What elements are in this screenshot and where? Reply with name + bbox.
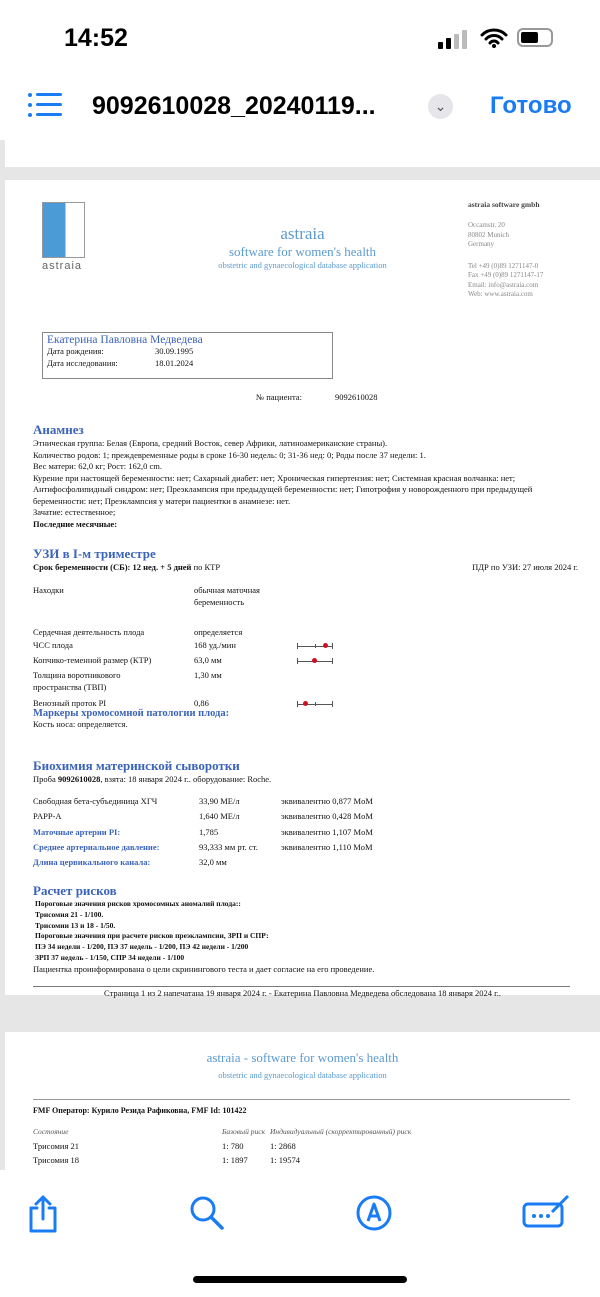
page2-title: astraia - software for women's health — [206, 1050, 399, 1065]
edd: ПДР по УЗИ: 27 июля 2024 г. — [472, 562, 578, 572]
row-value: 1,30 мм — [194, 670, 222, 680]
address: Occamstr. 20 80802 Munich Germany — [468, 221, 510, 248]
row-label: Толщина воротникового пространства (ТВП) — [33, 670, 121, 692]
document-viewer[interactable] — [0, 140, 600, 1170]
biochemistry-title: Биохимия материнской сыворотки — [33, 758, 240, 773]
row-value: 33,90 МЕ/л — [199, 796, 240, 806]
row-label: Находки — [33, 585, 64, 595]
chevron-down-icon[interactable]: ⌄ — [428, 94, 453, 119]
table-row: Трисомия 18 1: 1897 1: 19574 — [33, 1155, 300, 1165]
row-value: 0,86 — [194, 698, 209, 708]
table-row: Трисомия 21 1: 780 1: 2868 — [33, 1140, 296, 1151]
row-value: 32,0 мм — [199, 857, 227, 868]
value-marker — [303, 701, 308, 706]
markers-title: Маркеры хромосомной патологии плода: — [33, 708, 230, 719]
row-value: 168 уд./мин — [194, 640, 236, 650]
range-bar — [297, 701, 333, 707]
range-bar — [297, 658, 333, 664]
patient-box: Екатерина Павловна Медведева Дата рождения: 30.09.1995 Дата исследования: 18.01.2024 — [42, 332, 333, 379]
row-label: Длина цервикального канала: — [33, 857, 151, 868]
signal-icon — [438, 30, 467, 49]
outline-menu-button[interactable] — [28, 93, 62, 117]
status-bar — [0, 0, 600, 75]
row-label: ЧСС плода — [33, 640, 73, 650]
page2-subtitle: obstetric and gynaecological database application — [218, 1070, 387, 1080]
markers-text: Кость носа: определяется. — [33, 719, 128, 729]
row-value: 63,0 мм — [194, 655, 222, 665]
company-name: astraia software gmbh — [468, 200, 540, 209]
row-value: обычная маточная беременность — [194, 585, 260, 607]
risk-table: Состояние Базовый риск Индивидуальный (скорректированный) риск Трисомия 21 1: 780 1: 2868 Трисомия 18 1: 1897 1: 19574 — [33, 1126, 573, 1167]
range-bar — [297, 643, 333, 649]
page-footer: Страница 1 из 2 напечатана 19 января 2024 г. - Екатерина Павловна Медведева обследована 18 января 2024 г.. — [104, 988, 501, 998]
value-marker — [312, 658, 317, 663]
row-label: Копчико-теменной размер (КТР) — [33, 655, 152, 665]
footer-divider — [33, 986, 570, 987]
row-mom: эквивалентно 1,107 MoM — [281, 826, 373, 837]
logo-text: astraia — [42, 260, 83, 272]
row-value: определяется — [194, 627, 243, 637]
row-label: PAPP-A — [33, 811, 62, 822]
page-1: astraia astraia software for women's health obstetric and gynaecological database application astraia software gmbh Occamstr. 20 80802 Munich Germany Tel +49 (0)89 1271147-0 Fax +49 (0)89 1271147-17 Email: info@astraia.com Web: www.astraia.com Екатерина Павловна Медведева Дата рождения: 30.09.1995 Дата исследования: 18.01.2024 № пациента: 9092610028 Анамнез Этническая группа: Белая (Европа, средний Восток, север Африки, латиноамериканские страны). Количество родов: 1; преждевременные роды в сроке 16-30 недель: 0; 31-36 нед: 0; Роды после 37 недели: 1. Вес матери: 62,0 кг; Рост: 162,0 cm. Курение при настоящей беременности: нет; Сахарный диабет: нет; Хроническая гипертензия: нет; Системная красная волчанка: нет; Антифосфолипидный синдром: нет; Преэклампсия при предыдущей беременности: нет; Гипотрофия у новорожденного при предыдущей беременности: нет; Преэклампсия у матери пациентки в анамнезе: нет. Зачатие: естественное; Последние месячные: УЗИ в I-м триместре Срок беременности (СБ): 12 нед. + 5 дней по КТР ПДР по УЗИ: 27 июля 2024 г. Находки обычная маточная беременность Сердечная деятельность плода определяется ЧСС плода 168 уд./мин Копчико-теменной размер (КТР) 63,0 мм Толщина воротникового пространства (ТВП) 1,30 мм Венозный проток PI 0,86 Маркеры хромосомной патологии плода: Кость носа: определяется. Биохимия материнской сыворотки Проба 9092610028, взята: 18 января 2024 г.. оборудование: Roche. Свободная бета-субъединица ХГЧ 33,90 МЕ/л эквивалентно 0,877 MoM PAPP-A 1,640 МЕ/л эквивалентно 0,428 MoM Маточные артерии PI: 1,785 эквивалентно 1,107 MoM Среднее артериальное давление: 93,333 мм рт. ст. эквивалентно 1,110 MoM Длина цервикального канала: 32,0 мм Расчет рисков Пороговые значения рисков хромосомных аномалий плода:: Трисомия 21 - 1/100. Трисомии 13 и 18 - 1/50. Пороговые значения при расчете рисков преэклампсии, ЗРП и СПР: ПЭ 34 недели - 1/200, ПЭ 37 недель - 1/200, ПЭ 42 недели - 1/200 ЗРП 37 недель - 1/150, СПР 34 недели - 1/100 Пациентка проинформирована о цели скринингового теста и дает согласие на его проведение. Страница 1 из 2 напечатана 19 января 2024 г. - Екатерина Павловна Медведева обследована 18 января 2024 г.. — [5, 180, 600, 995]
row-label: Свободная бета-субъединица ХГЧ — [33, 796, 158, 806]
sample-id: 9092610028 — [57, 774, 101, 784]
row-mom: эквивалентно 0,877 MoM — [281, 796, 373, 806]
markup-icon[interactable] — [355, 1194, 393, 1232]
row-label: Маточные артерии PI: — [33, 826, 121, 837]
contacts: Tel +49 (0)89 1271147-0 Fax +49 (0)89 1271147-17 Email: info@astraia.com Web: www.astraia.com — [468, 261, 544, 298]
nav-bar — [0, 75, 600, 140]
row-mom: эквивалентно 0,428 MoM — [281, 811, 373, 822]
patient-name: Екатерина Павловна Медведева — [47, 334, 203, 346]
anamnesis-text: Этническая группа: Белая (Европа, средний Восток, север Африки, латиноамериканские страны). Количество родов: 1; преждевременные роды в сроке 16-30 недель: 0; 31-36 нед: 0; Роды после 37 недели: 1. Вес матери: 62,0 кг; Рост: 162,0 cm. Курение при настоящей беременности: нет; Сахарный диабет: нет; Хроническая гипертензия: нет; Системная красная волчанка: нет; Антифосфолипидный синдром: нет; Преэклампсия при предыдущей беременности: нет; Гипотрофия у новорожденного при предыдущей беременности: нет; Преэклампсия у матери пациентки в анамнезе: нет. Зачатие: естественное; Последние месячные: — [33, 438, 533, 529]
gestational-age: Срок беременности (СБ): 12 нед. + 5 дней — [33, 562, 192, 572]
search-icon[interactable] — [189, 1195, 225, 1231]
exam-date: 18.01.2024 — [155, 357, 194, 368]
divider — [33, 1099, 570, 1100]
row-value: 93,333 мм рт. ст. — [199, 841, 258, 852]
consent-text: Пациентка проинформирована о цели скринингового теста и дает согласие на его проведение. — [33, 963, 375, 974]
wifi-icon — [480, 28, 508, 48]
home-indicator — [193, 1276, 407, 1283]
risk-title: Расчет рисков — [33, 883, 117, 898]
row-label: Среднее артериальное давление: — [33, 841, 160, 852]
patient-id: 9092610028 — [335, 392, 378, 402]
document-title[interactable]: 9092610028_20240119... — [92, 92, 376, 120]
page-fragment — [5, 140, 600, 167]
battery-icon — [517, 28, 553, 47]
dob: 30.09.1995 — [155, 346, 194, 356]
row-value: 1,640 МЕ/л — [199, 811, 240, 822]
subtitle: obstetric and gynaecological database application — [218, 260, 387, 270]
done-button[interactable]: Готово — [490, 92, 572, 119]
row-label: Венозный проток PI — [33, 698, 107, 708]
operator: FMF Оператор: Курило Резида Рафиковна, FMF Id: 101422 — [33, 1106, 247, 1115]
row-mom: эквивалентно 1,110 MoM — [281, 841, 373, 852]
share-icon[interactable] — [26, 1194, 60, 1234]
value-marker — [323, 643, 328, 648]
page-2 — [5, 1032, 600, 1170]
anamnesis-title: Анамнез — [33, 422, 84, 437]
clock: 14:52 — [64, 24, 128, 52]
row-label: Сердечная деятельность плода — [33, 627, 145, 637]
tagline: software for women's health — [228, 244, 377, 259]
ultrasound-title: УЗИ в I-м триместре — [33, 546, 156, 561]
brand: astraia — [280, 224, 325, 243]
row-value: 1,785 — [199, 826, 219, 837]
form-fill-icon[interactable] — [522, 1194, 572, 1230]
risk-thresholds: Пороговые значения рисков хромосомных аномалий плода:: Трисомия 21 - 1/100. Трисомии 13 и 18 - 1/50. Пороговые значения при расчете рисков преэклампсии, ЗРП и СПР: ПЭ 34 недели - 1/200, ПЭ 37 недель - 1/200, ПЭ 42 недели - 1/200 ЗРП 37 недель - 1/150, СПР 34 недели - 1/100 — [35, 899, 269, 962]
